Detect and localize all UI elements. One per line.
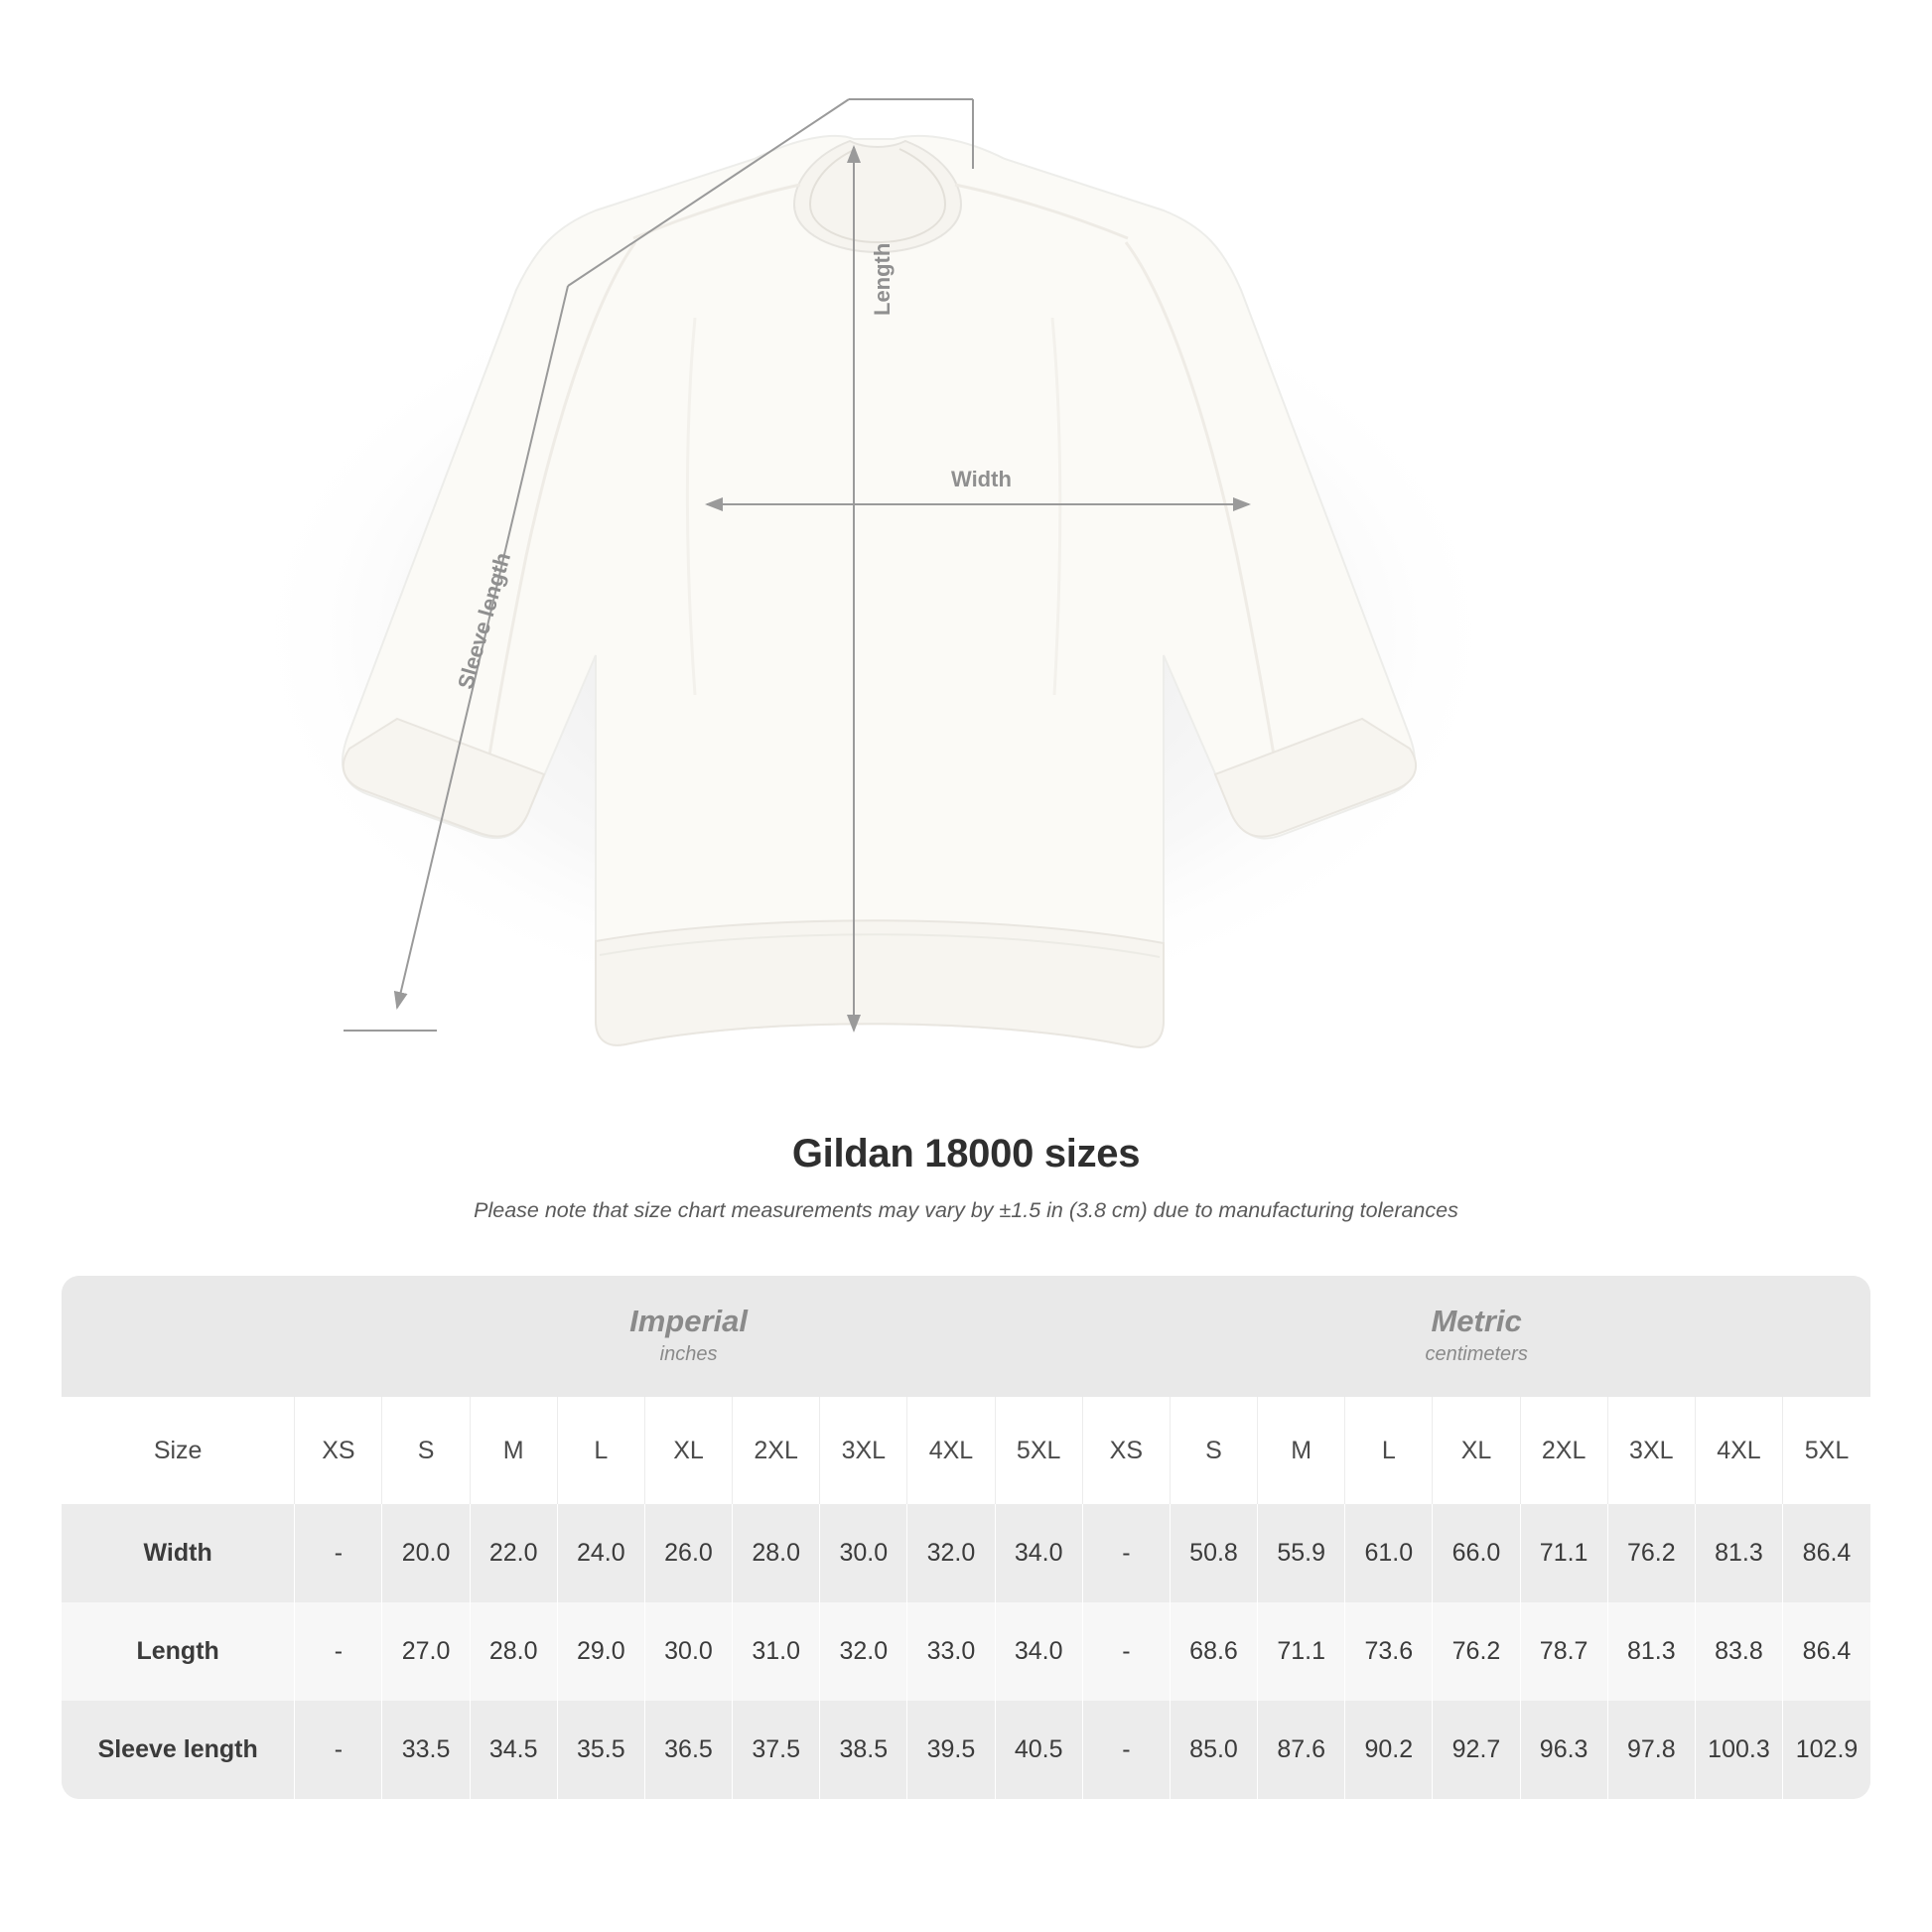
unit-metric-sub: centimeters xyxy=(1425,1342,1528,1365)
data-cell: 86.4 xyxy=(1783,1504,1870,1602)
row-label-length: Length xyxy=(62,1602,295,1701)
row-label-sleeve-length: Sleeve length xyxy=(62,1701,295,1799)
unit-group-imperial xyxy=(295,1276,1082,1397)
size-table xyxy=(62,1276,1870,1799)
data-cell: - xyxy=(1082,1701,1170,1799)
size-header-cell: XL xyxy=(1433,1397,1520,1504)
data-cell: 32.0 xyxy=(907,1504,995,1602)
data-cell: 39.5 xyxy=(907,1701,995,1799)
size-header-cell: L xyxy=(557,1397,644,1504)
data-cell: - xyxy=(295,1602,382,1701)
size-header-cell: XS xyxy=(295,1397,382,1504)
data-cell: 97.8 xyxy=(1607,1701,1695,1799)
data-cell: 102.9 xyxy=(1783,1701,1870,1799)
table-row xyxy=(62,1504,1870,1602)
data-cell: 61.0 xyxy=(1345,1504,1433,1602)
size-header-row xyxy=(62,1397,1870,1504)
size-header-cell: S xyxy=(1170,1397,1257,1504)
size-header-cell: 3XL xyxy=(1607,1397,1695,1504)
data-cell: 92.7 xyxy=(1433,1701,1520,1799)
data-cell: - xyxy=(1082,1602,1170,1701)
data-cell: 76.2 xyxy=(1433,1602,1520,1701)
size-corner-label: Size xyxy=(62,1397,295,1504)
size-header-cell: 3XL xyxy=(820,1397,907,1504)
data-cell: 81.3 xyxy=(1607,1602,1695,1701)
size-header-cell: 4XL xyxy=(1695,1397,1782,1504)
size-header-cell: S xyxy=(382,1397,470,1504)
length-label: Length xyxy=(870,242,895,316)
size-header-cell: L xyxy=(1345,1397,1433,1504)
unit-group-metric xyxy=(1082,1276,1870,1397)
size-header-cell: XL xyxy=(644,1397,732,1504)
data-cell: 30.0 xyxy=(644,1602,732,1701)
data-cell: 29.0 xyxy=(557,1602,644,1701)
data-cell: 28.0 xyxy=(470,1602,557,1701)
data-cell: 71.1 xyxy=(1520,1504,1607,1602)
data-cell: 100.3 xyxy=(1695,1701,1782,1799)
data-cell: 31.0 xyxy=(733,1602,820,1701)
data-cell: 28.0 xyxy=(733,1504,820,1602)
data-cell: 73.6 xyxy=(1345,1602,1433,1701)
data-cell: 85.0 xyxy=(1170,1701,1257,1799)
data-cell: 37.5 xyxy=(733,1701,820,1799)
data-cell: - xyxy=(1082,1504,1170,1602)
table-row xyxy=(62,1602,1870,1701)
page-subtitle: Please note that size chart measurements may vary by ±1.5 in (3.8 cm) due to manufacturing tolerances xyxy=(474,1198,1458,1222)
data-cell: - xyxy=(295,1701,382,1799)
data-cell: 26.0 xyxy=(644,1504,732,1602)
data-cell: 83.8 xyxy=(1695,1602,1782,1701)
data-cell: 40.5 xyxy=(995,1701,1082,1799)
data-cell: 78.7 xyxy=(1520,1602,1607,1701)
data-cell: 36.5 xyxy=(644,1701,732,1799)
page-title: Gildan 18000 sizes xyxy=(791,1132,1141,1175)
data-cell: 24.0 xyxy=(557,1504,644,1602)
data-cell: 86.4 xyxy=(1783,1602,1870,1701)
data-cell: 81.3 xyxy=(1695,1504,1782,1602)
data-cell: 33.5 xyxy=(382,1701,470,1799)
size-header-cell: XS xyxy=(1082,1397,1170,1504)
data-cell: 76.2 xyxy=(1607,1504,1695,1602)
row-label-width: Width xyxy=(62,1504,295,1602)
unit-imperial-sub: inches xyxy=(659,1342,718,1365)
data-cell: 35.5 xyxy=(557,1701,644,1799)
data-cell: 71.1 xyxy=(1258,1602,1345,1701)
data-cell: - xyxy=(295,1504,382,1602)
title-block xyxy=(0,1132,1932,1223)
data-cell: 55.9 xyxy=(1258,1504,1345,1602)
data-cell: 34.0 xyxy=(995,1504,1082,1602)
data-cell: 30.0 xyxy=(820,1504,907,1602)
width-label: Width xyxy=(941,467,1022,492)
size-table-wrapper xyxy=(62,1276,1870,1799)
size-header-cell: M xyxy=(1258,1397,1345,1504)
data-cell: 38.5 xyxy=(820,1701,907,1799)
size-header-cell: 5XL xyxy=(995,1397,1082,1504)
size-header-cell: 4XL xyxy=(907,1397,995,1504)
data-cell: 32.0 xyxy=(820,1602,907,1701)
data-cell: 22.0 xyxy=(470,1504,557,1602)
data-cell: 27.0 xyxy=(382,1602,470,1701)
data-cell: 68.6 xyxy=(1170,1602,1257,1701)
table-row xyxy=(62,1701,1870,1799)
data-cell: 66.0 xyxy=(1433,1504,1520,1602)
data-cell: 34.0 xyxy=(995,1602,1082,1701)
data-cell: 90.2 xyxy=(1345,1701,1433,1799)
unit-corner-cell xyxy=(62,1276,295,1397)
sleeve-length-label: Sleeve length xyxy=(453,549,516,692)
data-cell: 33.0 xyxy=(907,1602,995,1701)
data-cell: 20.0 xyxy=(382,1504,470,1602)
size-header-cell: 2XL xyxy=(1520,1397,1607,1504)
unit-imperial-name: Imperial xyxy=(629,1304,748,1339)
size-header-cell: M xyxy=(470,1397,557,1504)
unit-header-row xyxy=(62,1276,1870,1397)
size-header-cell: 5XL xyxy=(1783,1397,1870,1504)
data-cell: 87.6 xyxy=(1258,1701,1345,1799)
data-cell: 96.3 xyxy=(1520,1701,1607,1799)
unit-metric-name: Metric xyxy=(1431,1304,1522,1339)
size-header-cell: 2XL xyxy=(733,1397,820,1504)
data-cell: 50.8 xyxy=(1170,1504,1257,1602)
data-cell: 34.5 xyxy=(470,1701,557,1799)
